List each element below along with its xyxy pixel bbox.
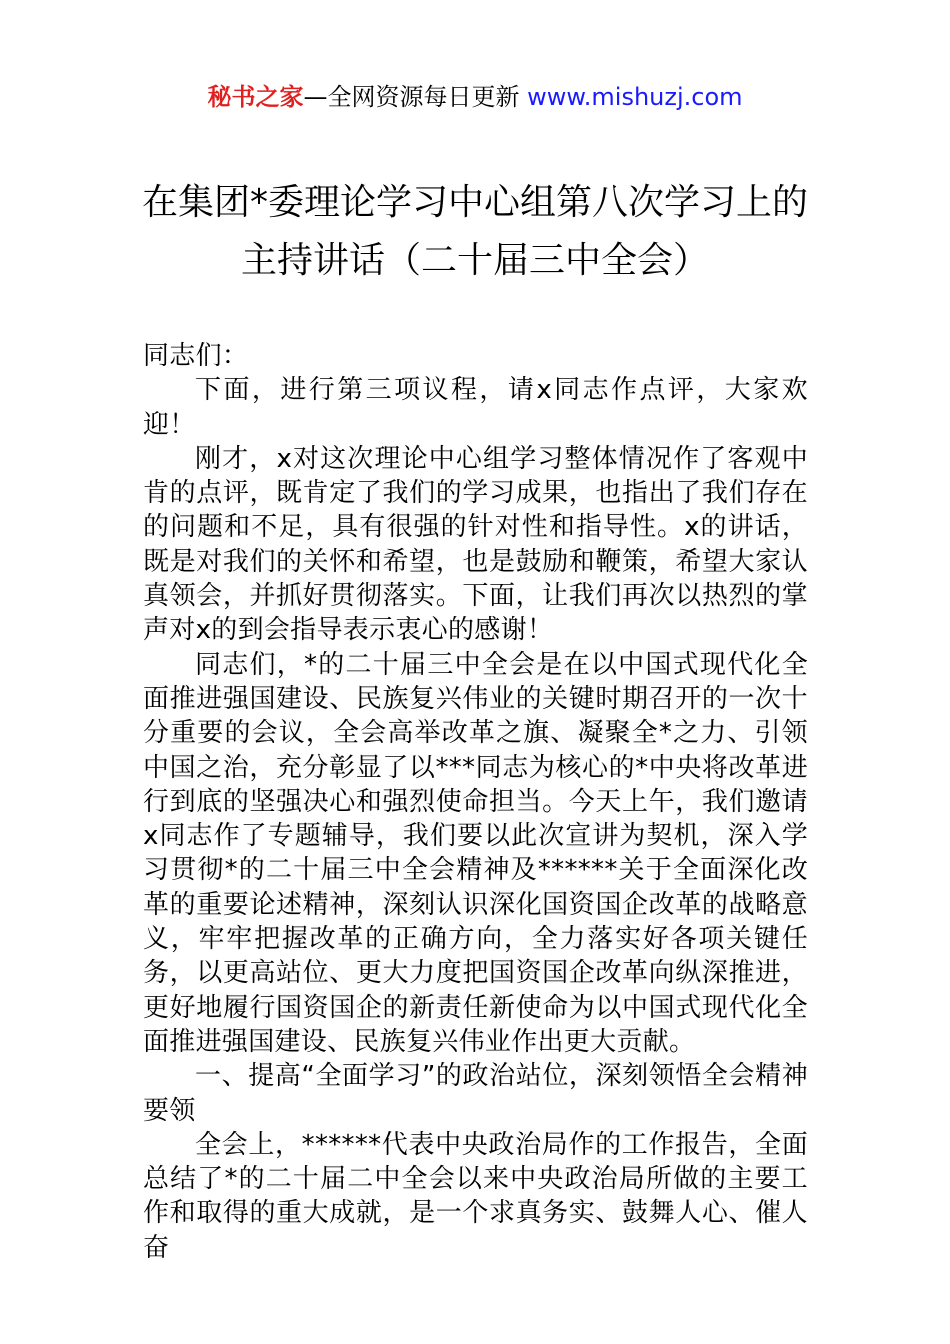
document-body (143, 339, 808, 1265)
brand-name: 秘书之家 (207, 83, 304, 111)
salutation: 同志们： (143, 341, 249, 371)
header-tagline: —全网资源每日更新 (303, 83, 528, 111)
paragraph-4: 全会上，******代表中央政治局作的工作报告，全面总结了*的二十届二中全会以来中央政治局所做的主要工作和取得的重大成就，是一个求真务实、鼓舞人心、催人奋 (143, 1129, 808, 1263)
title-line-2: 主持讲话（二十届三中全会） (240, 240, 709, 281)
site-url-link[interactable]: www.mishuzj.com (527, 83, 743, 111)
section-heading-1: 一、提高“全面学习”的政治站位，深刻领悟全会精神要领 (143, 1061, 808, 1126)
paragraph-3: 同志们，*的二十届三中全会是在以中国式现代化全面推进强国建设、民族复兴伟业的关键时期召开的一次十分重要的会议，全会高举改革之旗、凝聚全*之力、引领中国之治，充分彰显了以***同志为核心的*中央将改革进行到底的坚强决心和强烈使命担当。今天上午，我们邀请x同志作了专题辅导，我们要以此次宣讲为契机，深入学习贯彻*的二十届三中全会精神及******关于全面深化改革的重要论述精神，深刻认识深化国资国企改革的战略意义，牢牢把握改革的正确方向，全力落实好各项关键任务，以更高站位、更大力度把国资国企改革向纵深推进，更好地履行国资国企的新责任新使命为以中国式现代化全面推进强国建设、民族复兴伟业作出更大贡献。 (143, 649, 808, 1057)
site-header (0, 80, 950, 114)
document-title (100, 174, 850, 290)
title-line-1: 在集团*委理论学习中心组第八次学习上的 (141, 182, 808, 223)
paragraph-1: 下面，进行第三项议程，请x同志作点评，大家欢迎！ (143, 375, 808, 440)
paragraph-2: 刚才，x对这次理论中心组学习整体情况作了客观中肯的点评，既肯定了我们的学习成果，也指出了我们存在的问题和不足，具有很强的针对性和指导性。x的讲话，既是对我们的关怀和希望，也是鼓励和鞭策，希望大家认真领会，并抓好贯彻落实。下面，让我们再次以热烈的掌声对x的到会指导表示衷心的感谢！ (143, 443, 808, 646)
